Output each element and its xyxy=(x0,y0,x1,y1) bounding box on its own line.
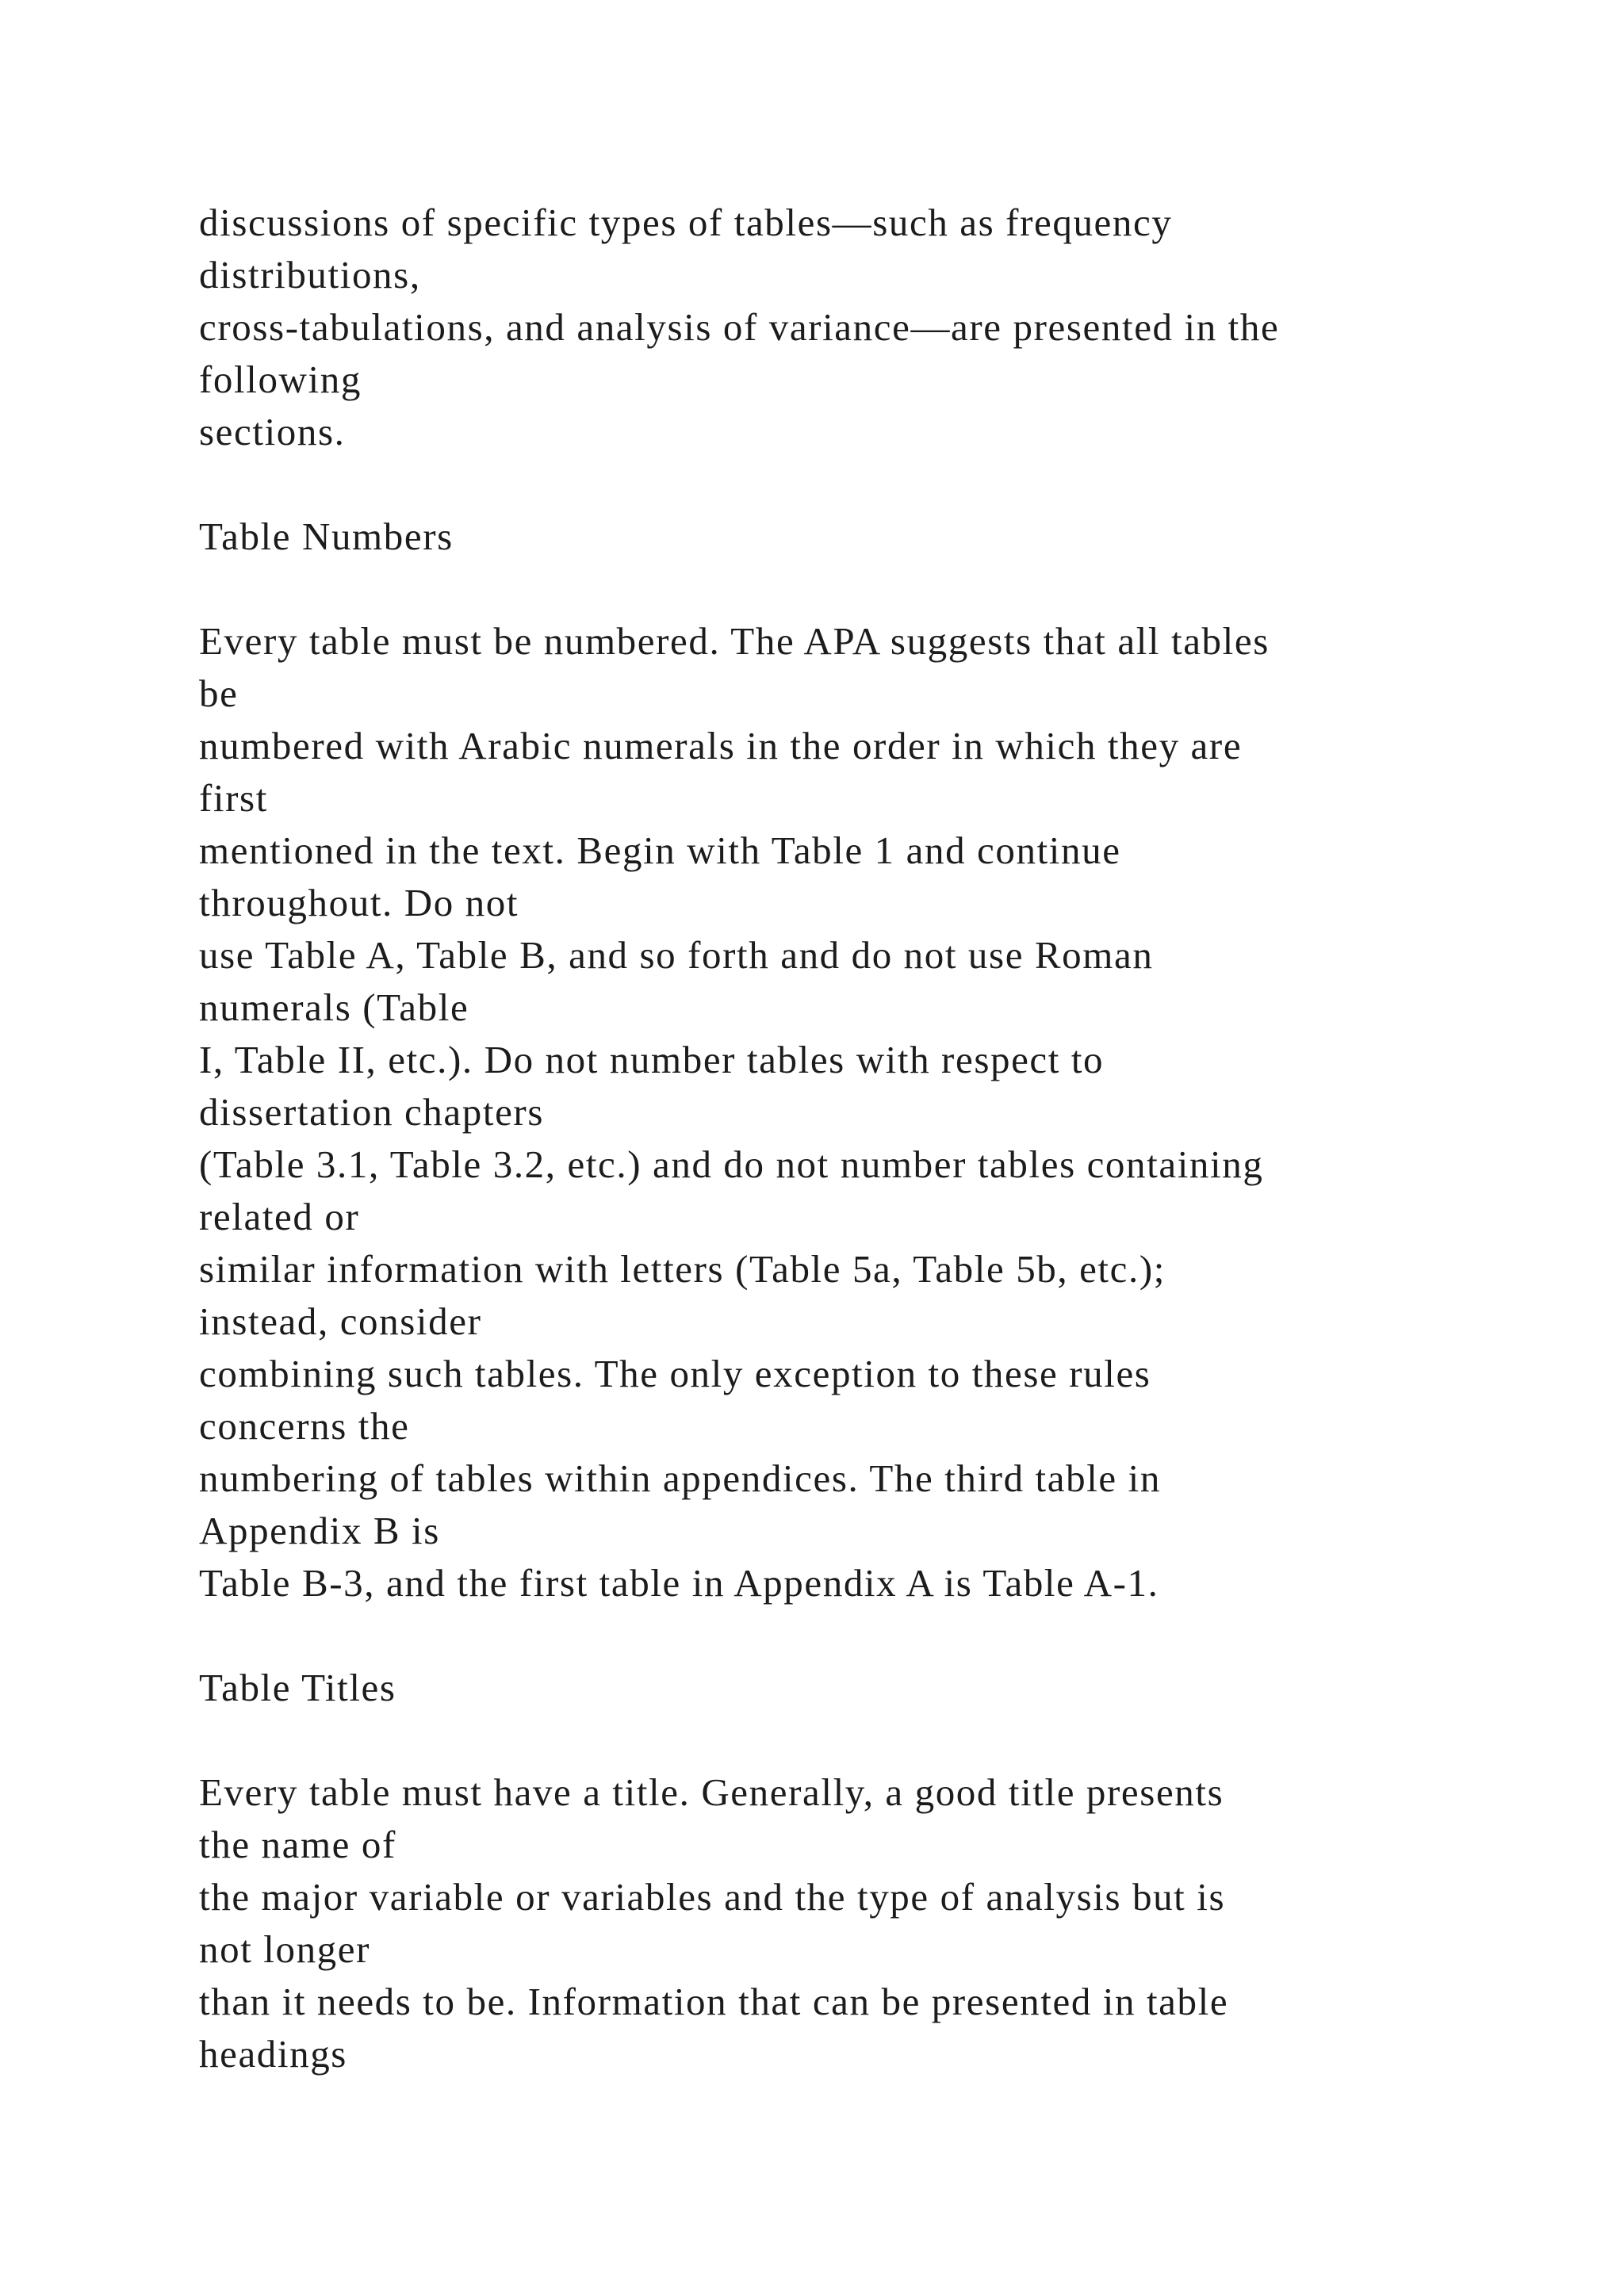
text-line: numerals (Table xyxy=(199,985,469,1029)
text-line: dissertation chapters xyxy=(199,1090,545,1134)
text-line: related or xyxy=(199,1195,360,1238)
text-line: sections. xyxy=(199,410,346,453)
text-line: the name of xyxy=(199,1823,396,1866)
text-line: use Table A, Table B, and so forth and do not use Roman xyxy=(199,933,1154,977)
text-line: the major variable or variables and the type of analysis but is xyxy=(199,1875,1226,1919)
text-line: I, Table II, etc.). Do not number tables with respect to xyxy=(199,1038,1105,1081)
text-line: instead, consider xyxy=(199,1299,482,1343)
document-body xyxy=(199,197,1547,2080)
paragraph-spacer xyxy=(199,458,1547,511)
text-line: numbered with Arabic numerals in the order in which they are xyxy=(199,724,1243,767)
paragraph-spacer xyxy=(199,1609,1547,1662)
section-heading-table-titles: Table Titles xyxy=(199,1666,396,1709)
text-line: Appendix B is xyxy=(199,1509,440,1552)
text-line: Every table must be numbered. The APA suggests that all tables xyxy=(199,619,1270,663)
text-line: concerns the xyxy=(199,1404,410,1448)
text-line: be xyxy=(199,672,239,715)
text-line: numbering of tables within appendices. The third table in xyxy=(199,1456,1161,1500)
paragraph-spacer xyxy=(199,1714,1547,1766)
text-line: headings xyxy=(199,2032,347,2076)
text-line: discussions of specific types of tables—such as frequency xyxy=(199,201,1173,244)
text-line: than it needs to be. Information that can be presented in table xyxy=(199,1980,1229,2023)
paragraph-spacer xyxy=(199,563,1547,615)
text-line: cross-tabulations, and analysis of variance—are presented in the xyxy=(199,305,1280,349)
paragraph-table-numbers xyxy=(199,615,1547,1609)
text-line: not longer xyxy=(199,1927,371,1971)
text-line: similar information with letters (Table 5a, Table 5b, etc.); xyxy=(199,1247,1166,1291)
text-line: Table B-3, and the first table in Appendix A is Table A-1. xyxy=(199,1561,1159,1605)
text-line: following xyxy=(199,358,362,401)
paragraph-intro xyxy=(199,197,1547,458)
text-line: combining such tables. The only exception to these rules xyxy=(199,1352,1151,1395)
paragraph-table-titles xyxy=(199,1766,1547,2080)
text-line: first xyxy=(199,776,268,820)
text-line: throughout. Do not xyxy=(199,881,519,924)
text-line: Every table must have a title. Generally, a good title presents xyxy=(199,1770,1224,1814)
text-line: mentioned in the text. Begin with Table 1 and continue xyxy=(199,828,1121,872)
section-heading-table-numbers: Table Numbers xyxy=(199,515,454,558)
text-line: distributions, xyxy=(199,253,421,297)
text-line: (Table 3.1, Table 3.2, etc.) and do not number tables containing xyxy=(199,1142,1264,1186)
